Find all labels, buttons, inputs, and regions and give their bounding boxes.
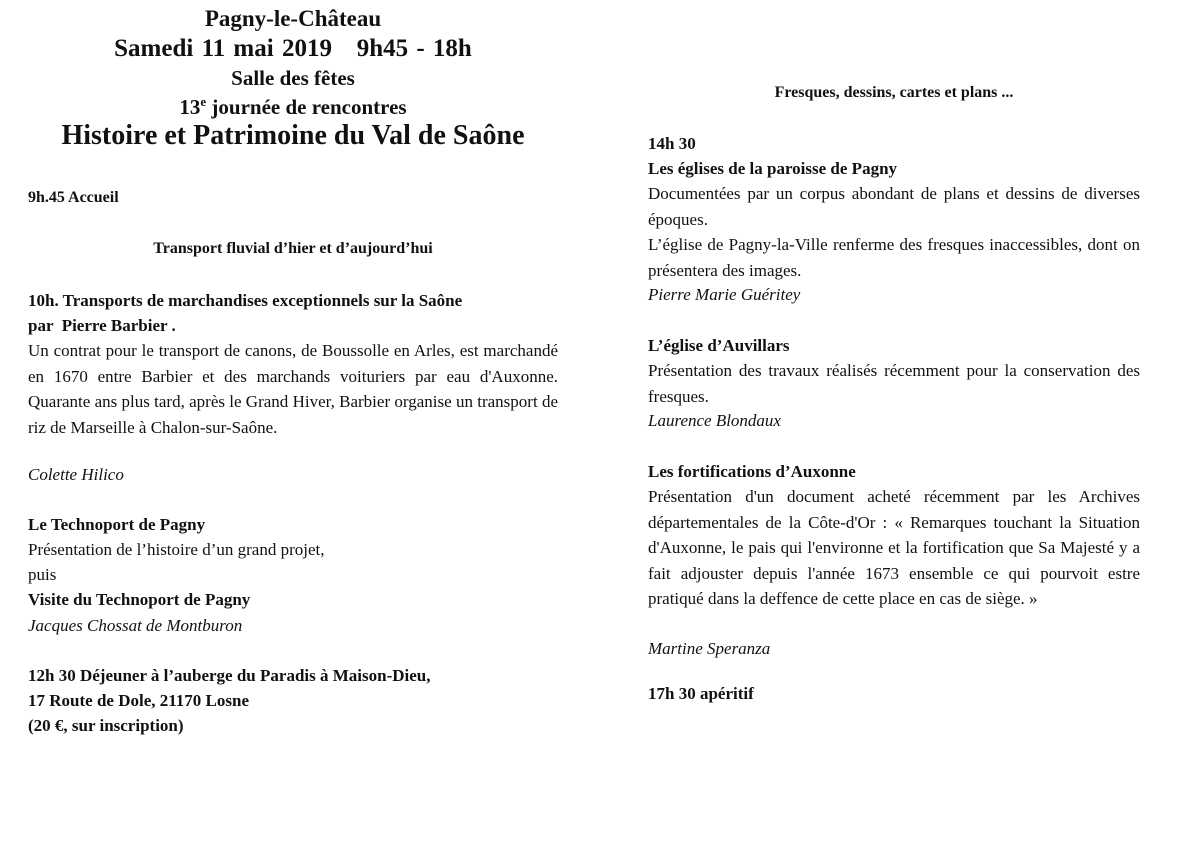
talk5-title: Les fortifications d’Auxonne [648, 462, 856, 481]
closing-aperitif: 17h 30 apéritif [648, 684, 754, 703]
edition-superscript: e [200, 94, 207, 109]
talk4-speaker: Laurence Blondaux [648, 411, 781, 430]
event-title: Histoire et Patrimoine du Val de Saône [61, 120, 525, 151]
event-place: Pagny-le-Château [204, 6, 382, 31]
talk2-connector: puis [28, 565, 57, 584]
talk5-description: Présentation d'un document acheté récemment par les Archives départementales de la Côte-d'Or : « Remarques touchant la Situation d'Auxonne, le pais qui l'environne et la fortification que Sa Majesté y a fait adjouster depuis l'année 1673 ensemble ce qui pourvoit estre pratiqué dans la deffence de cette place en cas de siège. » [648, 487, 1140, 608]
event-venue: Salle des fêtes [231, 66, 355, 90]
talk5-speaker: Martine Speranza [648, 639, 771, 658]
talk3-description-1: Documentées par un corpus abondant de plans et dessins de diverses époques. [648, 184, 1140, 229]
talk3-title: Les églises de la paroisse de Pagny [648, 159, 898, 178]
talk3-speaker: Pierre Marie Guéritey [648, 285, 801, 304]
theme-heading-transport: Transport fluvial d’hier et d’aujourd’hui [153, 240, 433, 257]
theme-heading-frescoes: Fresques, dessins, cartes et plans ... [774, 84, 1014, 101]
talk1-speaker: Colette Hilico [28, 465, 124, 484]
talk2-title: Le Technoport de Pagny [28, 515, 206, 534]
talk1-title: 10h. Transports de marchandises exceptionnels sur la Saône [28, 291, 463, 310]
talk1-presenter: par Pierre Barbier . [28, 316, 176, 335]
talk1-description: Un contrat pour le transport de canons, de Boussolle en Arles, est marchandé en 1670 entre Barbier et des marchands voituriers par eau d'Auxonne. Quarante ans plus tard, après le Grand Hiver, Barbier organise un transport de riz de Marseille à Chalon-sur-Saône. [28, 341, 558, 437]
talk2-visit: Visite du Technoport de Pagny [28, 590, 251, 609]
talk2-description: Présentation de l’histoire d’un grand projet, [28, 540, 325, 559]
edition-text: journée de rencontres [206, 95, 407, 119]
event-date: Samedi 11 mai 2019 9h45 - 18h [114, 35, 472, 62]
talk2-speaker: Jacques Chossat de Montburon [28, 616, 243, 635]
talk4-description: Présentation des travaux réalisés récemment pour la conservation des fresques. [648, 361, 1140, 406]
lunch-address: 17 Route de Dole, 21170 Losne [28, 691, 249, 710]
talk3-time: 14h 30 [648, 134, 696, 153]
program-header [28, 4, 558, 153]
lunch-line-1: 12h 30 Déjeuner à l’auberge du Paradis à Maison-Dieu, [28, 666, 431, 685]
event-edition [28, 90, 558, 119]
welcome-time: 9h.45 Accueil [28, 189, 119, 206]
talk3-description-2: L’église de Pagny-la-Ville renferme des fresques inaccessibles, dont on présentera des images. [648, 235, 1140, 280]
lunch-price: (20 €, sur inscription) [28, 716, 184, 735]
edition-number: 13 [179, 95, 201, 119]
talk4-title: L’église d’Auvillars [648, 336, 790, 355]
